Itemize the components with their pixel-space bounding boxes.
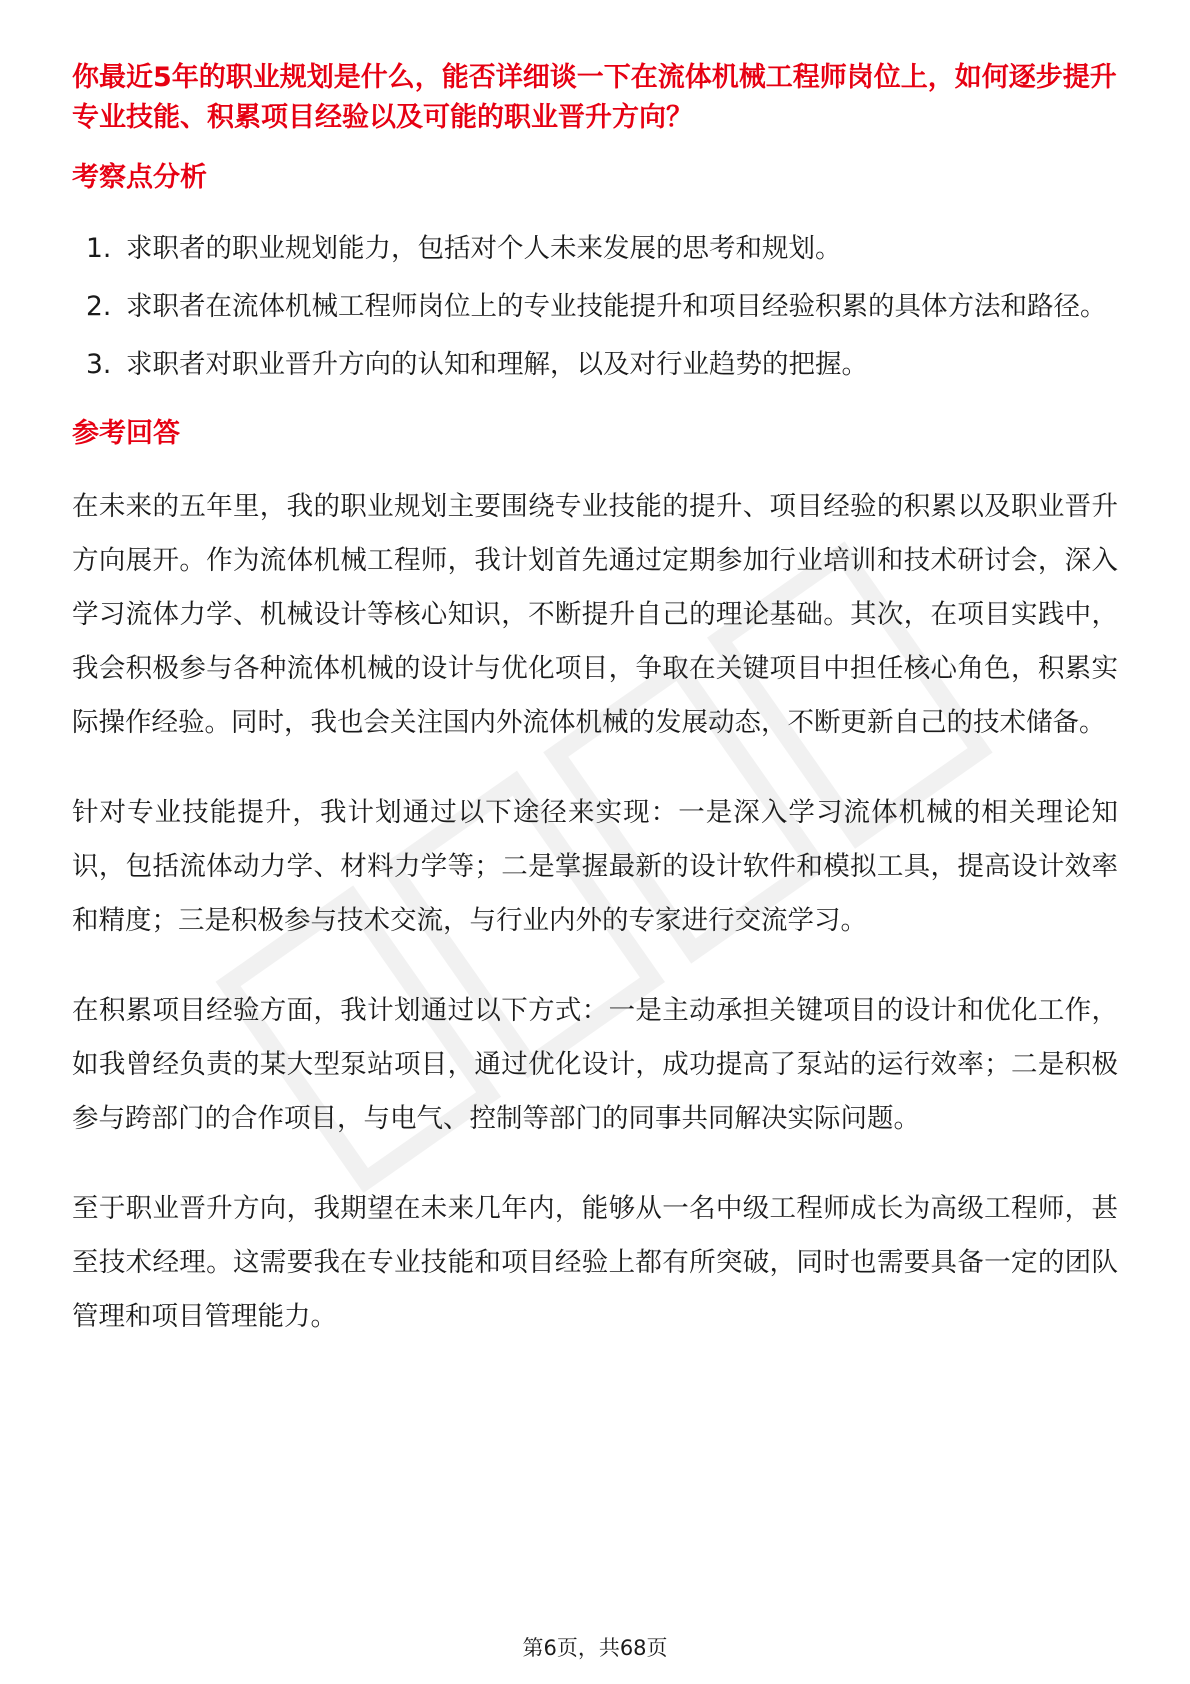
answer-body <box>72 480 1118 1344</box>
list-item <box>72 220 1118 278</box>
list-item <box>72 278 1118 336</box>
question-heading: 你最近5年的职业规划是什么，能否详细谈一下在流体机械工程师岗位上，如何逐步提升专业技能、积累项目经验以及可能的职业晋升方向？ <box>72 62 1117 133</box>
list-item-number: 1. <box>86 233 112 264</box>
list-item-text: 求职者在流体机械工程师岗位上的专业技能提升和项目经验积累的具体方法和路径。 <box>126 291 1107 322</box>
analysis-points-list <box>72 220 1118 394</box>
answer-paragraph: 在未来的五年里，我的职业规划主要围绕专业技能的提升、项目经验的积累以及职业晋升方向展开。作为流体机械工程师，我计划首先通过定期参加行业培训和技术研讨会，深入学习流体力学、机械设计等核心知识，不断提升自己的理论基础。其次，在项目实践中，我会积极参与各种流体机械的设计与优化项目，争取在关键项目中担任核心角色，积累实际操作经验。同时，我也会关注国内外流体机械的发展动态，不断更新自己的技术储备。 <box>72 491 1118 738</box>
analysis-section-title: 考察点分析 <box>72 162 207 193</box>
list-item-number: 3. <box>86 349 112 380</box>
page-number-footer: 第6页，共68页 <box>522 1636 668 1660</box>
list-item <box>72 336 1118 394</box>
answer-section-title: 参考回答 <box>72 418 180 449</box>
document-page <box>72 58 1118 1380</box>
list-item-text: 求职者的职业规划能力，包括对个人未来发展的思考和规划。 <box>126 233 842 264</box>
answer-paragraph: 在积累项目经验方面，我计划通过以下方式：一是主动承担关键项目的设计和优化工作，如我曾经负责的某大型泵站项目，通过优化设计，成功提高了泵站的运行效率；二是积极参与跨部门的合作项目，与电气、控制等部门的同事共同解决实际问题。 <box>72 995 1118 1134</box>
answer-paragraph: 至于职业晋升方向，我期望在未来几年内，能够从一名中级工程师成长为高级工程师，甚至技术经理。这需要我在专业技能和项目经验上都有所突破，同时也需要具备一定的团队管理和项目管理能力。 <box>72 1193 1118 1332</box>
list-item-number: 2. <box>86 291 112 322</box>
list-item-text: 求职者对职业晋升方向的认知和理解，以及对行业趋势的把握。 <box>126 349 868 380</box>
answer-paragraph: 针对专业技能提升，我计划通过以下途径来实现：一是深入学习流体机械的相关理论知识，包括流体动力学、材料力学等；二是掌握最新的设计软件和模拟工具，提高设计效率和精度；三是积极参与技术交流，与行业内外的专家进行交流学习。 <box>72 797 1118 936</box>
